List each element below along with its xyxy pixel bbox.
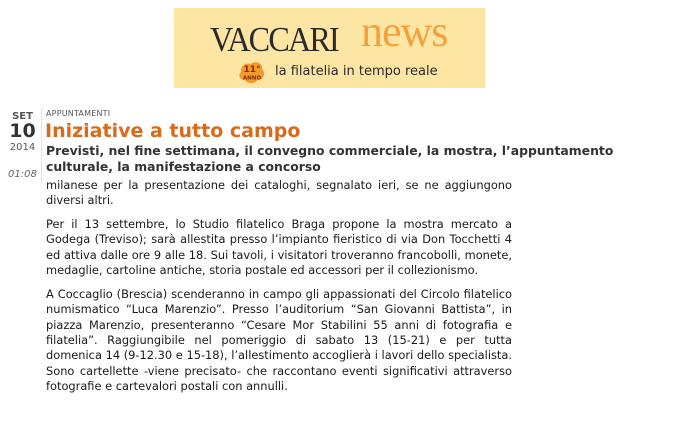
date-year: 2014 xyxy=(9,142,36,153)
article-time: 01:08 xyxy=(8,169,37,180)
logo-vaccari: VACCARI xyxy=(210,20,338,59)
anniversary-word: ANNO xyxy=(242,75,262,82)
paragraph: Per il 13 settembre, lo Studio filatelico Braga propone la mostra mercato a Godega (Treviso); sarà allestita presso l’impianto fieristico di via Don Tocchetti 4 ed attiva dalle ore 9 alle 18. Sui tavoli, i visitatori troveranno francobolli, monete, medaglie, cartoline antiche, storia postale ed accessori per il collezionismo. xyxy=(46,217,512,278)
date-day: 10 xyxy=(9,120,36,142)
article-subtitle: Previsti, nel fine settimana, il convegno commerciale, la mostra, l’appuntamento culturale, la manifestazione a concorso xyxy=(46,143,614,174)
date-month: SET xyxy=(12,111,33,122)
anniversary-number: 11° xyxy=(243,65,261,75)
article-date xyxy=(4,111,41,154)
date-divider xyxy=(41,108,42,184)
logo-news: news xyxy=(361,7,448,56)
header-banner[interactable] xyxy=(174,8,485,88)
article-body xyxy=(46,178,512,403)
article-category[interactable]: APPUNTAMENTI xyxy=(46,109,111,118)
tagline: la filatelia in tempo reale xyxy=(275,64,438,79)
article-title[interactable]: Iniziative a tutto campo xyxy=(45,120,301,142)
paragraph: milanese per la presentazione dei cataloghi, segnalato ieri, se ne aggiungono diversi altri. xyxy=(46,178,512,208)
paragraph: A Coccaglio (Brescia) scenderanno in campo gli appassionati del Circolo filatelico numismatico “Luca Marenzio”. Presso l’auditorium “San Giovanni Battista”, in piazza Marenzio, presenteranno “Cesare Mor Stabilini 55 anni di fotografia e filatelia”. Raggiungibile nel pomeriggio di sabato 13 (15-21) e per tutta domenica 14 (9-12.30 e 15-18), l’allestimento accoglierà i lavori dello specialista. Sono cartellette -viene precisato- che raccontano eventi significativi attraverso fotografie e cartevalori postali con annulli. xyxy=(46,286,512,394)
anniversary-badge-icon xyxy=(238,60,266,84)
